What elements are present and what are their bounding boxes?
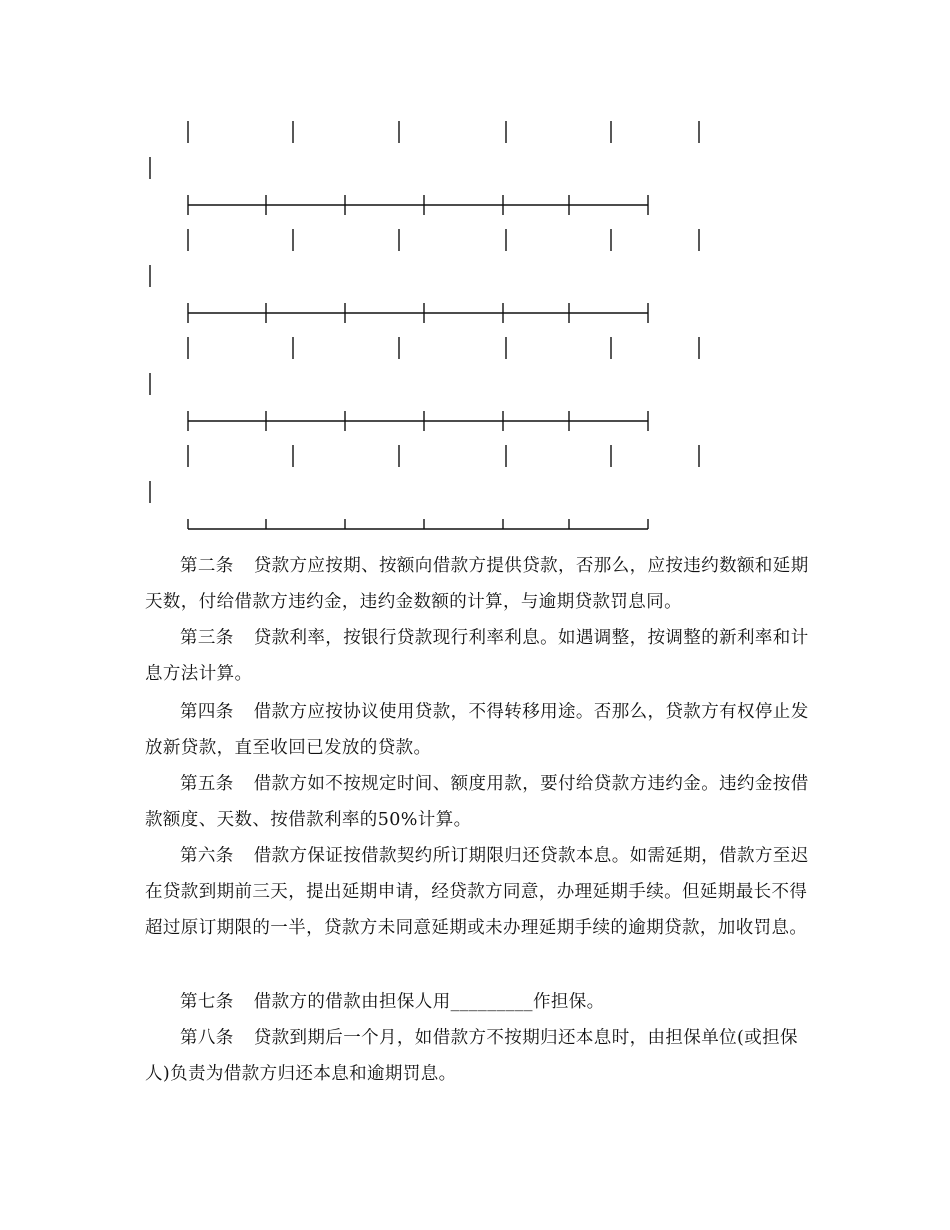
article-text: 贷款利率，按银行贷款现行利率利息。如遇调整，按调整的新利率和计息方法计算。 xyxy=(145,628,809,684)
article-text: 贷款方应按期、按额向借款方提供贷款，否那么，应按违约数额和延期天数，付给借款方违约金，违约金数额的计算，与逾期贷款罚息同。 xyxy=(145,556,809,612)
article-4 xyxy=(145,694,810,766)
article-number: 第八条 xyxy=(180,1028,234,1048)
article-text: 贷款到期后一个月，如借款方不按期归还本息时，由担保单位(或担保人)负责为借款方归还本息和逾期罚息。 xyxy=(145,1028,798,1084)
article-7 xyxy=(145,984,810,1020)
article-number: 第三条 xyxy=(180,628,234,648)
article-8 xyxy=(145,1020,810,1092)
article-5 xyxy=(145,766,810,838)
article-number: 第五条 xyxy=(180,774,234,794)
article-number: 第七条 xyxy=(180,992,234,1012)
article-text: 借款方如不按规定时间、额度用款，要付给贷款方违约金。违约金按借款额度、天数、按借款利率的50%计算。 xyxy=(145,774,809,830)
article-number: 第二条 xyxy=(180,556,234,576)
article-number: 第六条 xyxy=(180,846,234,866)
article-text: 借款方的借款由担保人用_________作担保。 xyxy=(253,992,605,1012)
text-table-remnant xyxy=(0,0,950,545)
article-number: 第四条 xyxy=(180,702,234,722)
article-2 xyxy=(145,548,810,620)
article-text: 借款方保证按借款契约所订期限归还贷款本息。如需延期，借款方至迟在贷款到期前三天，提出延期申请，经贷款方同意，办理延期手续。但延期最长不得超过原订期限的一半，贷款方未同意延期或未办理延期手续的逾期贷款，加收罚息。 xyxy=(145,846,809,938)
article-3 xyxy=(145,620,810,692)
article-text: 借款方应按协议使用贷款，不得转移用途。否那么，贷款方有权停止发放新贷款，直至收回已发放的贷款。 xyxy=(145,702,809,758)
article-6 xyxy=(145,838,810,946)
